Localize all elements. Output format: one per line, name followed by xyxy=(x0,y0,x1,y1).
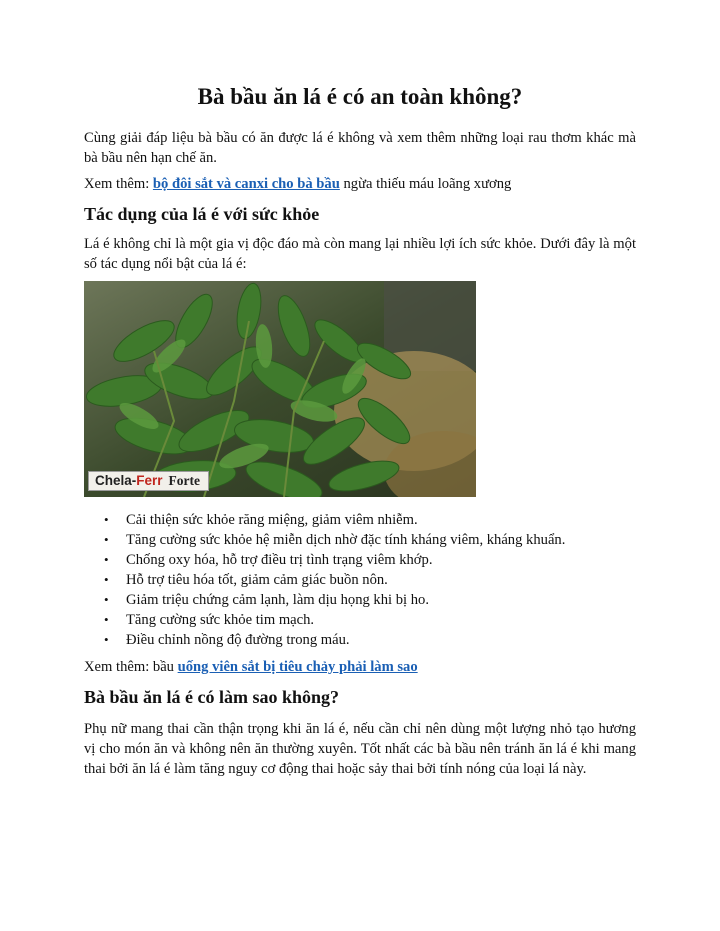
list-item: • Tăng cường sức khỏe tim mạch. xyxy=(104,612,315,628)
bullet-icon: • xyxy=(104,592,109,607)
list-item: • Giảm triệu chứng cảm lạnh, làm dịu họng khi bị ho. xyxy=(104,592,429,608)
chela-ferr-forte-logo: Chela-Ferr Forte xyxy=(88,471,209,491)
section-2-heading: Bà bầu ăn lá é có làm sao không? xyxy=(84,687,340,707)
list-item: • Cải thiện sức khỏe răng miệng, giảm viêm nhiễm. xyxy=(104,512,418,528)
bullet-icon: • xyxy=(104,612,109,627)
list-item: • Tăng cường sức khỏe hệ miễn dịch nhờ đặc tính kháng viêm, kháng khuẩn. xyxy=(104,532,566,548)
section-2-body: Phụ nữ mang thai cần thận trọng khi ăn lá é, nếu cần chỉ nên dùng một lượng nhỏ tạo hương vị cho món ăn và không nên ăn thường xuyên. Tốt nhất các bà bầu nên tránh ăn lá é khi mang thai bởi ăn lá é làm tăng nguy cơ động thai hoặc sảy thai bởi tính nóng của loại lá này. xyxy=(84,721,636,777)
section-1-heading: Tác dụng của lá é với sức khỏe xyxy=(84,204,320,224)
link-iron-diarrhea[interactable]: uống viên sắt bị tiêu chảy phải làm sao xyxy=(177,659,418,675)
bullet-icon: • xyxy=(104,532,109,547)
bullet-icon: • xyxy=(104,632,109,647)
list-item: • Điều chỉnh nồng độ đường trong máu. xyxy=(104,632,350,648)
see-also-1-prefix: Xem thêm: xyxy=(84,176,153,192)
bullet-icon: • xyxy=(104,512,109,527)
page-title: Bà bầu ăn lá é có an toàn không? xyxy=(197,84,523,109)
basil-leaves-illustration xyxy=(84,281,476,497)
see-also-2 xyxy=(84,657,636,677)
benefits-list xyxy=(84,510,636,650)
list-item: • Hỗ trợ tiêu hóa tốt, giảm cảm giác buồn nôn. xyxy=(104,572,388,588)
basil-leaves-photo xyxy=(84,281,476,497)
bullet-icon: • xyxy=(104,572,109,587)
see-also-1-suffix: ngừa thiếu máu loãng xương xyxy=(339,176,512,192)
bullet-icon: • xyxy=(104,552,109,567)
section-1-body: Lá é không chỉ là một gia vị độc đáo mà còn mang lại nhiều lợi ích sức khỏe. Dưới đây là một số tác dụng nổi bật của lá é: xyxy=(84,236,636,272)
list-item: • Chống oxy hóa, hỗ trợ điều trị tình trạng viêm khớp. xyxy=(104,552,433,568)
see-also-2-prefix: Xem thêm: bầu xyxy=(84,659,178,675)
intro-paragraph: Cùng giải đáp liệu bà bầu có ăn được lá é không và xem thêm những loại rau thơm khác mà bà bầu nên hạn chế ăn. xyxy=(84,130,636,166)
link-iron-calcium[interactable]: bộ đôi sắt và canxi cho bà bầu xyxy=(152,176,340,192)
see-also-1 xyxy=(84,174,636,194)
